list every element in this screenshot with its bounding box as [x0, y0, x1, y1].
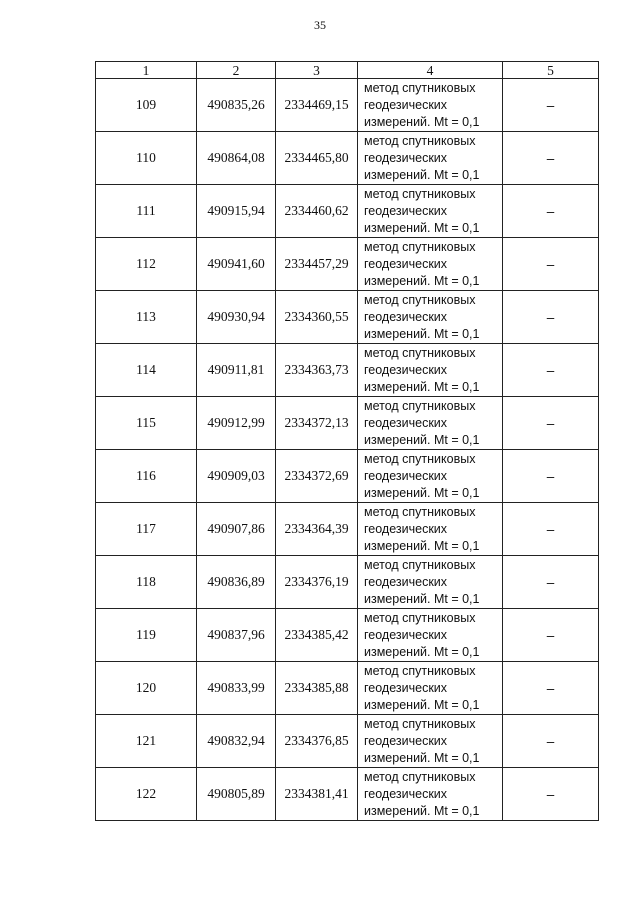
note-cell: – [503, 185, 599, 238]
table-row [96, 344, 599, 397]
y-coordinate-cell: 2334376,85 [276, 715, 358, 768]
method-cell: метод спутниковых геодезических измерений. Mt = 0,1 [358, 344, 503, 397]
method-cell: метод спутниковых геодезических измерений. Mt = 0,1 [358, 132, 503, 185]
point-number-cell: 111 [96, 185, 197, 238]
table-row [96, 662, 599, 715]
x-coordinate-cell: 490911,81 [197, 344, 276, 397]
note-cell: – [503, 238, 599, 291]
method-cell: метод спутниковых геодезических измерений. Mt = 0,1 [358, 397, 503, 450]
point-number-cell: 118 [96, 556, 197, 609]
table-body [96, 79, 599, 821]
method-cell: метод спутниковых геодезических измерений. Mt = 0,1 [358, 503, 503, 556]
note-cell: – [503, 503, 599, 556]
note-cell: – [503, 556, 599, 609]
table-row [96, 79, 599, 132]
point-number-cell: 113 [96, 291, 197, 344]
point-number-cell: 114 [96, 344, 197, 397]
table-row [96, 238, 599, 291]
note-cell: – [503, 397, 599, 450]
x-coordinate-cell: 490941,60 [197, 238, 276, 291]
note-cell: – [503, 450, 599, 503]
column-header-1: 1 [96, 62, 197, 79]
method-cell: метод спутниковых геодезических измерений. Mt = 0,1 [358, 185, 503, 238]
y-coordinate-cell: 2334460,62 [276, 185, 358, 238]
y-coordinate-cell: 2334381,41 [276, 768, 358, 821]
note-cell: – [503, 344, 599, 397]
method-cell: метод спутниковых геодезических измерений. Mt = 0,1 [358, 79, 503, 132]
y-coordinate-cell: 2334363,73 [276, 344, 358, 397]
y-coordinate-cell: 2334372,13 [276, 397, 358, 450]
table-row [96, 715, 599, 768]
x-coordinate-cell: 490864,08 [197, 132, 276, 185]
x-coordinate-cell: 490912,99 [197, 397, 276, 450]
point-number-cell: 115 [96, 397, 197, 450]
x-coordinate-cell: 490909,03 [197, 450, 276, 503]
coordinates-table [95, 61, 599, 821]
x-coordinate-cell: 490836,89 [197, 556, 276, 609]
column-header-3: 3 [276, 62, 358, 79]
note-cell: – [503, 291, 599, 344]
table-row [96, 768, 599, 821]
point-number-cell: 122 [96, 768, 197, 821]
x-coordinate-cell: 490805,89 [197, 768, 276, 821]
method-cell: метод спутниковых геодезических измерений. Mt = 0,1 [358, 662, 503, 715]
point-number-cell: 109 [96, 79, 197, 132]
table-row [96, 503, 599, 556]
point-number-cell: 112 [96, 238, 197, 291]
point-number-cell: 116 [96, 450, 197, 503]
column-header-5: 5 [503, 62, 599, 79]
method-cell: метод спутниковых геодезических измерений. Mt = 0,1 [358, 291, 503, 344]
y-coordinate-cell: 2334372,69 [276, 450, 358, 503]
y-coordinate-cell: 2334376,19 [276, 556, 358, 609]
y-coordinate-cell: 2334385,88 [276, 662, 358, 715]
page-number: 35 [314, 18, 326, 32]
note-cell: – [503, 79, 599, 132]
table-row [96, 450, 599, 503]
table-row [96, 185, 599, 238]
note-cell: – [503, 715, 599, 768]
point-number-cell: 119 [96, 609, 197, 662]
point-number-cell: 110 [96, 132, 197, 185]
table-header-row [96, 62, 599, 79]
table-row [96, 397, 599, 450]
method-cell: метод спутниковых геодезических измерений. Mt = 0,1 [358, 768, 503, 821]
y-coordinate-cell: 2334360,55 [276, 291, 358, 344]
column-header-4: 4 [358, 62, 503, 79]
table-row [96, 556, 599, 609]
table-row [96, 132, 599, 185]
note-cell: – [503, 132, 599, 185]
table-row [96, 609, 599, 662]
y-coordinate-cell: 2334469,15 [276, 79, 358, 132]
x-coordinate-cell: 490915,94 [197, 185, 276, 238]
x-coordinate-cell: 490837,96 [197, 609, 276, 662]
note-cell: – [503, 662, 599, 715]
column-header-2: 2 [197, 62, 276, 79]
y-coordinate-cell: 2334457,29 [276, 238, 358, 291]
x-coordinate-cell: 490907,86 [197, 503, 276, 556]
method-cell: метод спутниковых геодезических измерений. Mt = 0,1 [358, 556, 503, 609]
x-coordinate-cell: 490930,94 [197, 291, 276, 344]
table-row [96, 291, 599, 344]
note-cell: – [503, 768, 599, 821]
x-coordinate-cell: 490835,26 [197, 79, 276, 132]
x-coordinate-cell: 490833,99 [197, 662, 276, 715]
point-number-cell: 120 [96, 662, 197, 715]
method-cell: метод спутниковых геодезических измерений. Mt = 0,1 [358, 450, 503, 503]
method-cell: метод спутниковых геодезических измерений. Mt = 0,1 [358, 609, 503, 662]
method-cell: метод спутниковых геодезических измерений. Mt = 0,1 [358, 715, 503, 768]
note-cell: – [503, 609, 599, 662]
y-coordinate-cell: 2334465,80 [276, 132, 358, 185]
point-number-cell: 121 [96, 715, 197, 768]
y-coordinate-cell: 2334385,42 [276, 609, 358, 662]
method-cell: метод спутниковых геодезических измерений. Mt = 0,1 [358, 238, 503, 291]
y-coordinate-cell: 2334364,39 [276, 503, 358, 556]
x-coordinate-cell: 490832,94 [197, 715, 276, 768]
point-number-cell: 117 [96, 503, 197, 556]
